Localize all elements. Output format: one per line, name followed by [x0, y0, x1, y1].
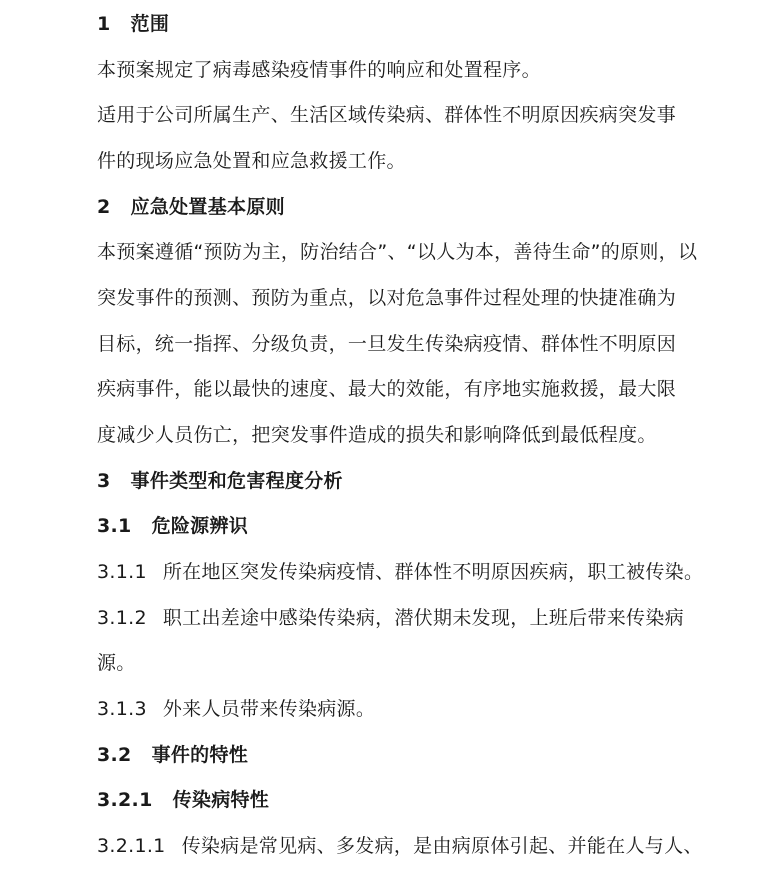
- section-title: 事件的特性: [151, 744, 249, 766]
- section-number: 3.2.1: [97, 789, 153, 811]
- section-1-paragraph-2-line-1: 适用于公司所属生产、生活区域传染病、群体性不明原因疾病突发事: [97, 104, 677, 126]
- section-number: 3: [97, 470, 111, 492]
- section-3-2-heading: [97, 740, 737, 770]
- section-number: 3.1: [97, 515, 132, 537]
- section-number: 3.2: [97, 744, 132, 766]
- item-3-1-2: [97, 603, 737, 633]
- section-number: 2: [97, 196, 111, 218]
- section-title: 危险源辨识: [151, 515, 249, 537]
- section-2-line-2: 突发事件的预测、预防为重点，以对危急事件过程处理的快捷准确为: [97, 287, 677, 309]
- section-title: 范围: [130, 13, 170, 35]
- item-3-2-1-1: [97, 831, 737, 861]
- item-3-1-2-continuation: 源。: [97, 652, 136, 674]
- section-3-1-heading: [97, 511, 737, 541]
- item-text: 传染病是常见病、多发病，是由病原体引起、并能在人与人、: [181, 835, 703, 857]
- item-text: 职工出差途中感染传染病，潜伏期未发现，上班后带来传染病: [162, 607, 684, 629]
- item-number: 3.2.1.1: [97, 835, 166, 857]
- section-3-2-1-heading: [97, 785, 737, 815]
- item-3-1-1: [97, 557, 737, 587]
- section-1-heading: [97, 9, 737, 39]
- section-title: 应急处置基本原则: [130, 196, 285, 218]
- item-number: 3.1.3: [97, 698, 147, 720]
- section-3-heading: [97, 466, 737, 496]
- section-title: 传染病特性: [172, 789, 270, 811]
- item-number: 3.1.2: [97, 607, 147, 629]
- section-1-paragraph-1: 本预案规定了病毒感染疫情事件的响应和处置程序。: [97, 59, 541, 81]
- section-title: 事件类型和危害程度分析: [130, 470, 343, 492]
- item-text: 外来人员带来传染病源。: [162, 698, 376, 720]
- section-2-heading: [97, 192, 737, 222]
- section-2-line-1: 本预案遵循“预防为主，防治结合”、“以人为本，善待生命”的原则，以: [97, 241, 698, 263]
- item-number: 3.1.1: [97, 561, 147, 583]
- item-3-1-3: [97, 694, 737, 724]
- section-2-line-4: 疾病事件，能以最快的速度、最大的效能，有序地实施救援，最大限: [97, 378, 677, 400]
- section-2-line-5: 度减少人员伤亡，把突发事件造成的损失和影响降低到最低程度。: [97, 424, 657, 446]
- section-1-paragraph-2-line-2: 件的现场应急处置和应急救援工作。: [97, 150, 406, 172]
- section-2-line-3: 目标，统一指挥、分级负责，一旦发生传染病疫情、群体性不明原因: [97, 333, 677, 355]
- item-text: 所在地区突发传染病疫情、群体性不明原因疾病，职工被传染。: [162, 561, 704, 583]
- section-number: 1: [97, 13, 111, 35]
